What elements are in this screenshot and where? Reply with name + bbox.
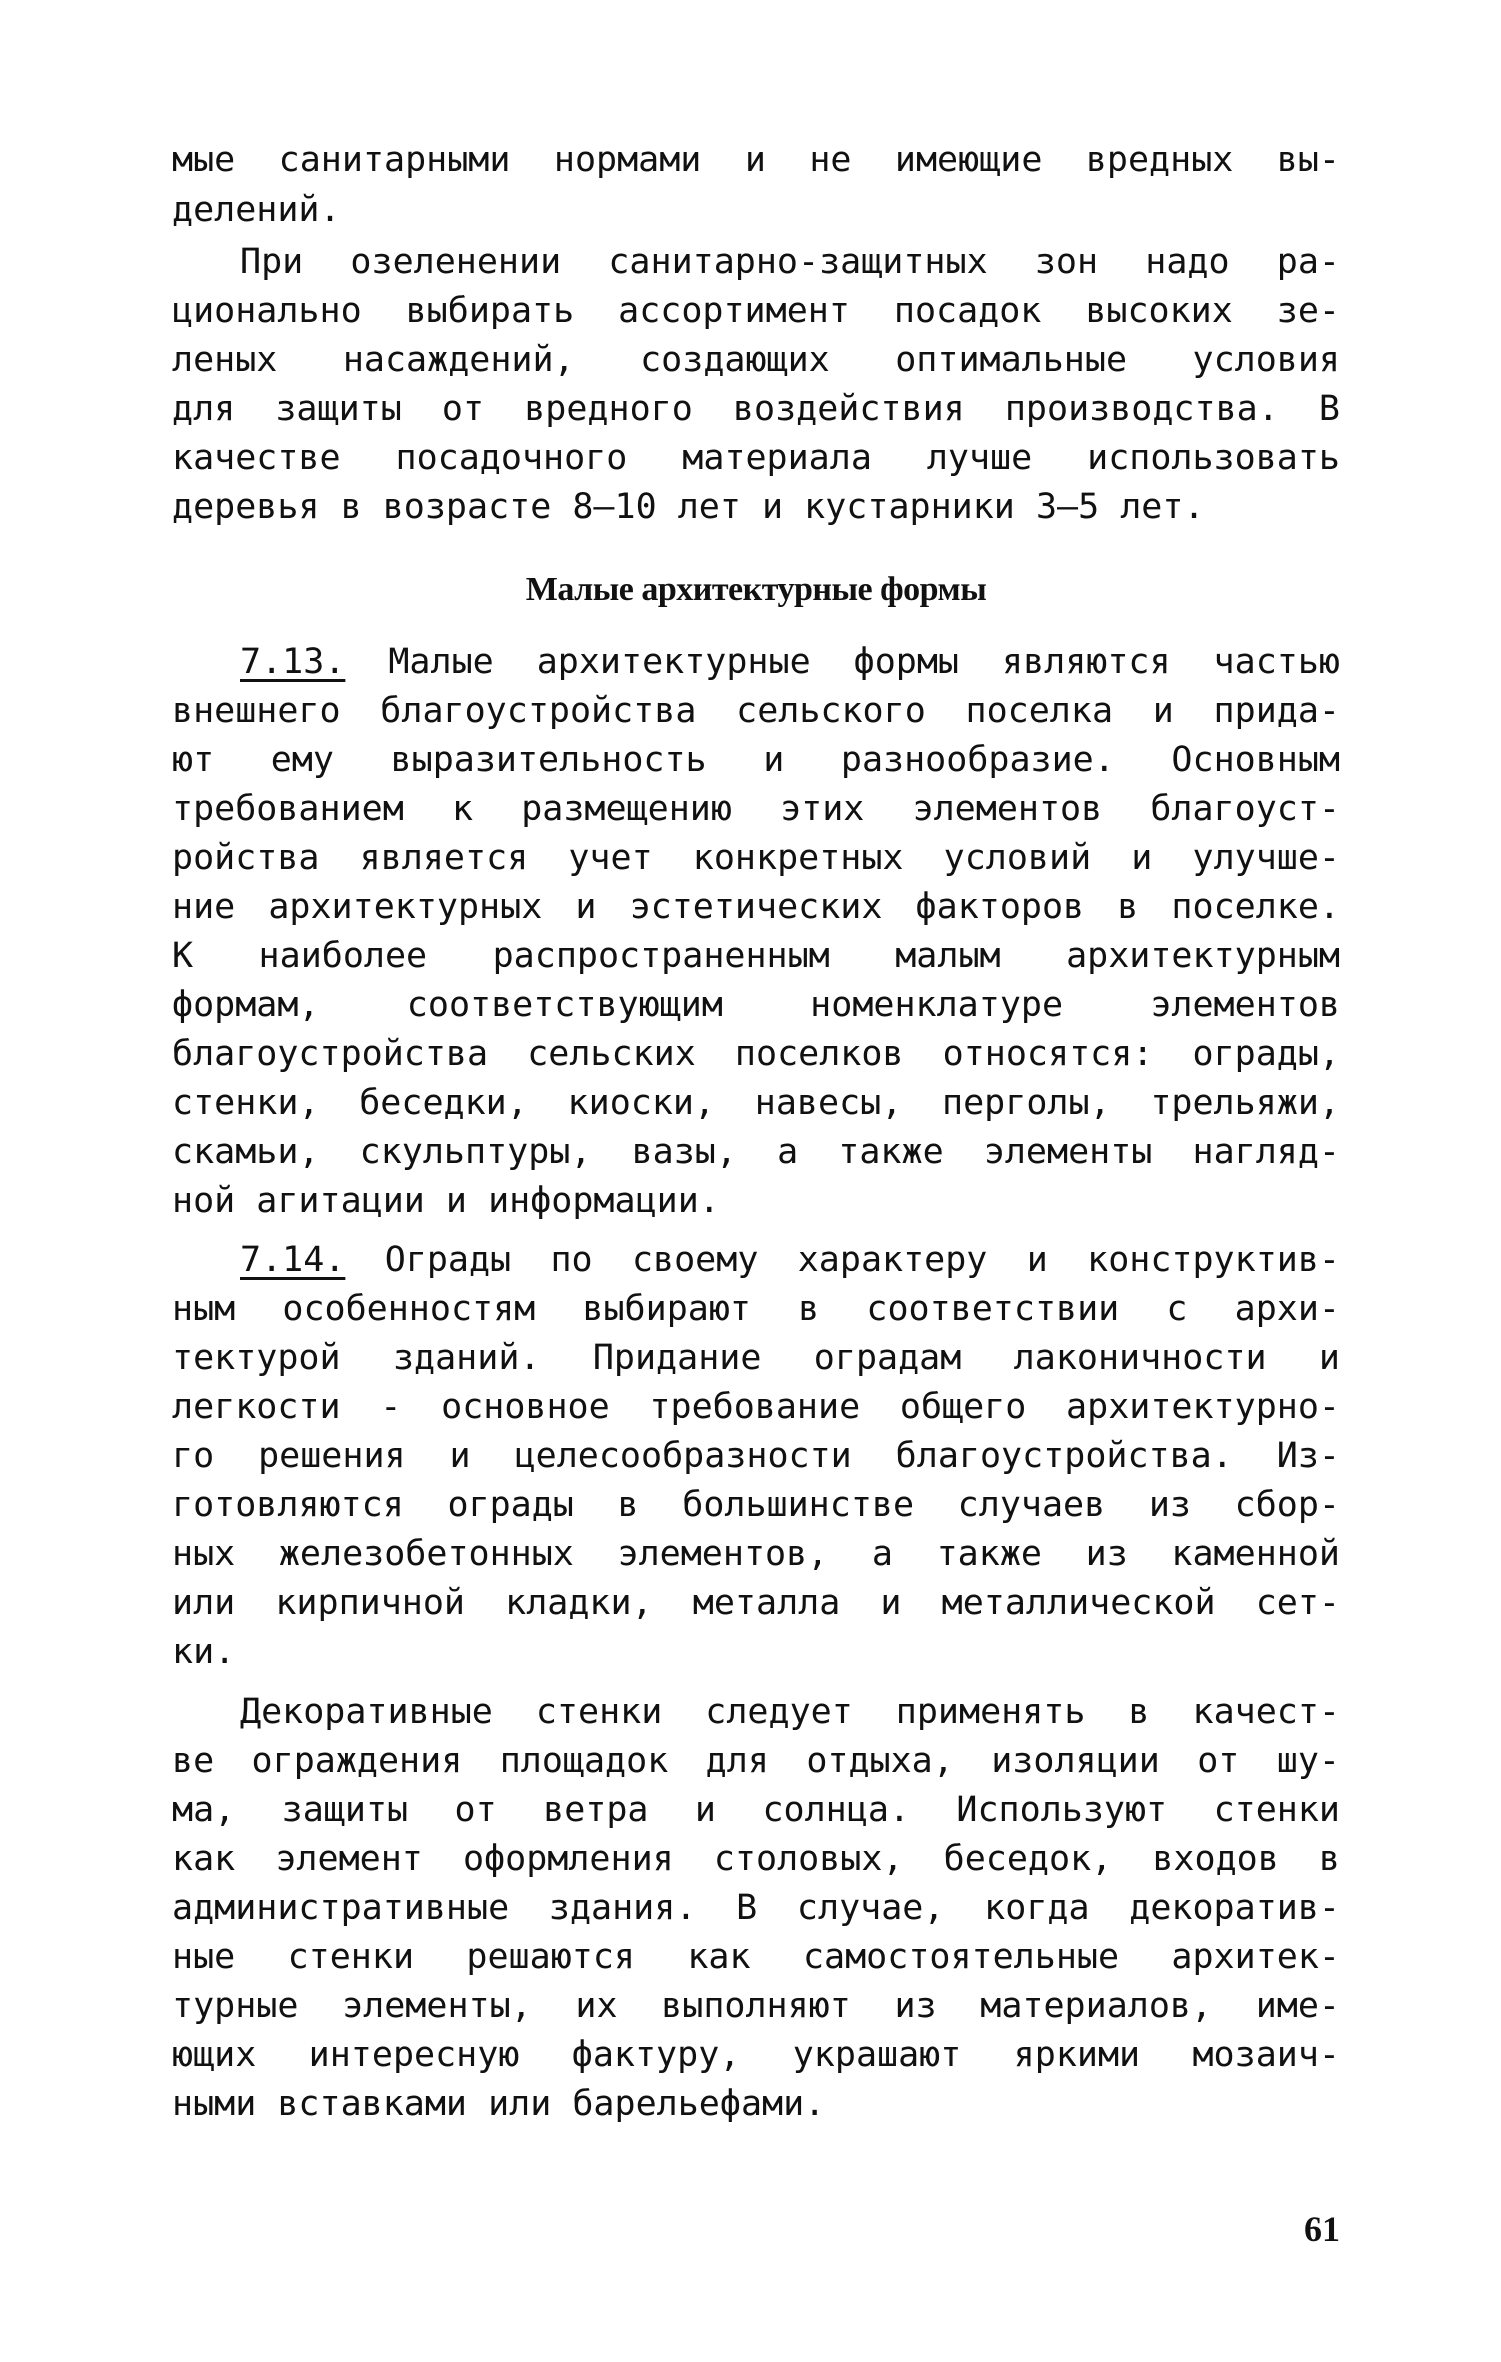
text-span: Малые архитектурные формы являются частью	[388, 642, 1340, 682]
text-line: внешнего благоустройства сельского поселка и прида-	[172, 691, 1340, 731]
text-line: ным особенностям выбирают в соответствии с архи-	[172, 1289, 1340, 1329]
text-line: ционально выбирать ассортимент посадок высоких зе-	[172, 291, 1340, 331]
text-line: ки.	[172, 1632, 236, 1672]
text-line: как элемент оформления столовых, беседок, входов в	[172, 1839, 1340, 1879]
text-line: качестве посадочного материала лучше использовать	[172, 438, 1340, 478]
text-line: скамьи, скульптуры, вазы, а также элементы нагляд-	[172, 1132, 1340, 1172]
text-line: ма, защиты от ветра и солнца. Используют стенки	[172, 1790, 1340, 1830]
text-line: готовляются ограды в большинстве случаев из сбор-	[172, 1485, 1340, 1525]
text-line: ние архитектурных и эстетических факторов в поселке.	[172, 887, 1340, 927]
text-line: стенки, беседки, киоски, навесы, перголы, трельяжи,	[172, 1083, 1340, 1123]
text-line: административные здания. В случае, когда декоратив-	[172, 1888, 1340, 1928]
text-line: Декоративные стенки следует применять в качест-	[240, 1692, 1340, 1732]
text-span: Ограды по своему характеру и конструктив-	[384, 1240, 1340, 1280]
text-line: При озеленении санитарно-защитных зон надо ра-	[240, 242, 1340, 282]
text-line: турные элементы, их выполняют из материалов, име-	[172, 1986, 1340, 2026]
text-line: тектурой зданий. Придание оградам лаконичности и	[172, 1338, 1340, 1378]
text-line: для защиты от вредного воздействия производства. В	[172, 389, 1340, 429]
text-line: мые санитарными нормами и не имеющие вредных вы-	[172, 140, 1340, 180]
text-line: или кирпичной кладки, металла и металлической сет-	[172, 1583, 1340, 1623]
text-line: ройства является учет конкретных условий и улучше-	[172, 838, 1340, 878]
text-line: ных железобетонных элементов, а также из каменной	[172, 1534, 1340, 1574]
text-line	[240, 1236, 1340, 1284]
page-number: 61	[1304, 2209, 1340, 2249]
text-line: ной агитации и информации.	[172, 1181, 720, 1221]
text-line: деревья в возрасте 8–10 лет и кустарники 3–5 лет.	[172, 487, 1205, 527]
text-line: формам, соответствующим номенклатуре элементов	[172, 985, 1340, 1025]
section-heading: Малые архитектурные формы	[525, 571, 987, 608]
text-line: К наиболее распространенным малым архитектурным	[172, 936, 1340, 976]
text-line: го решения и целесообразности благоустройства. Из-	[172, 1436, 1340, 1476]
text-line: ные стенки решаются как самостоятельные архитек-	[172, 1937, 1340, 1977]
text-line: легкости - основное требование общего архитектурно-	[172, 1387, 1340, 1427]
text-line: ющих интересную фактуру, украшают яркими мозаич-	[172, 2035, 1340, 2075]
text-line: леных насаждений, создающих оптимальные условия	[172, 340, 1340, 380]
clause-number: 7.13.	[240, 642, 346, 682]
text-line: делений.	[172, 190, 341, 230]
text-line: ют ему выразительность и разнообразие. Основным	[172, 740, 1340, 780]
clause-number: 7.14.	[240, 1240, 346, 1280]
text-line: благоустройства сельских поселков относятся: ограды,	[172, 1034, 1340, 1074]
text-line: требованием к размещению этих элементов благоуст-	[172, 789, 1340, 829]
text-line	[240, 638, 1340, 686]
text-line: ными вставками или барельефами.	[172, 2084, 826, 2124]
text-line: ве ограждения площадок для отдыха, изоляции от шу-	[172, 1741, 1340, 1781]
